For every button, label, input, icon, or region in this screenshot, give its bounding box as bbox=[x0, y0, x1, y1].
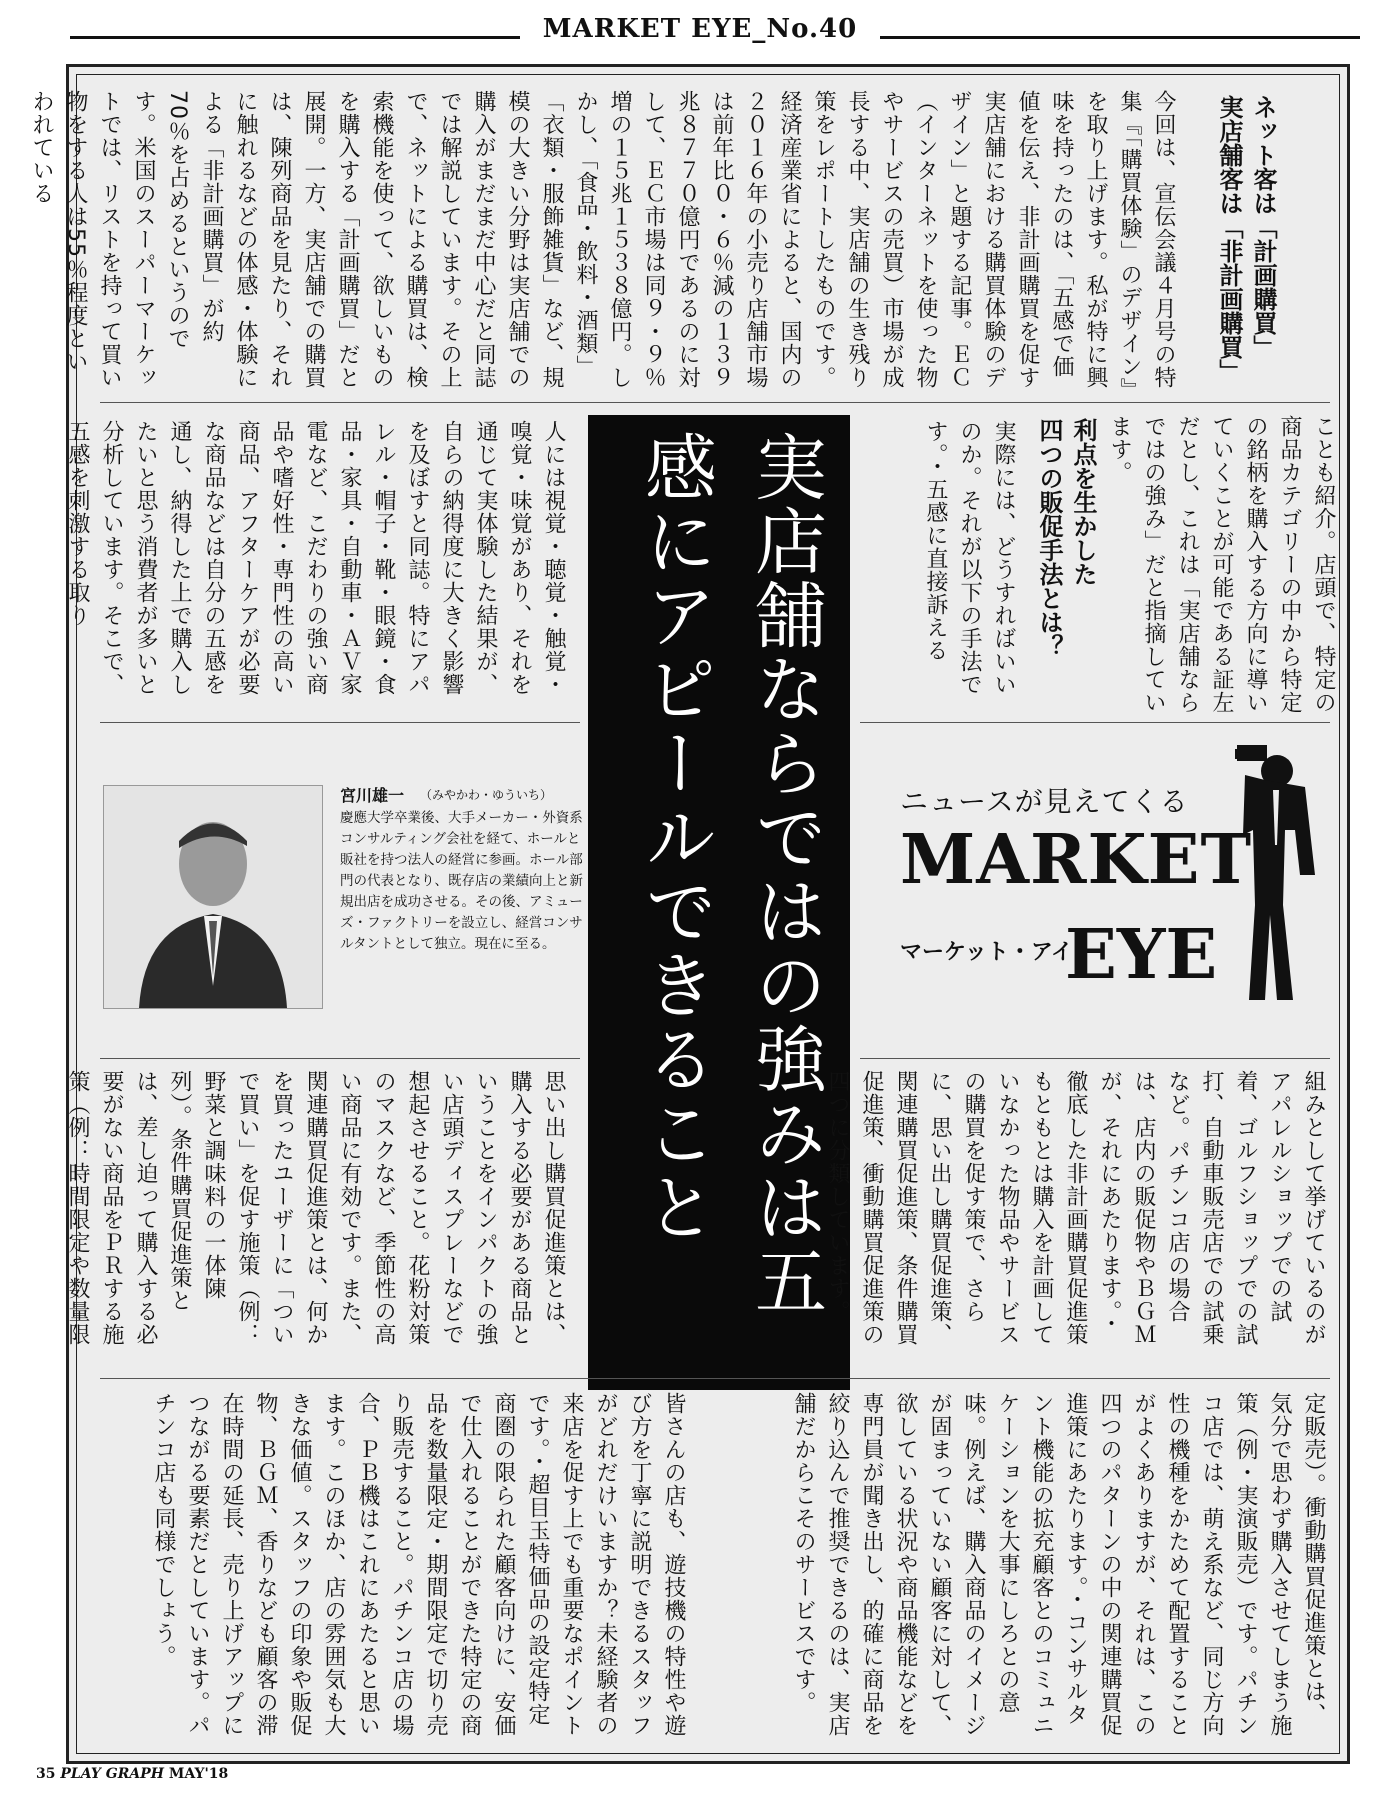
page-header-title: MARKET EYE_No.40 bbox=[542, 14, 858, 44]
section3-body-b: 思い出し購買促進策とは、購入する必要がある商品ということをインパクトの強い店頭ディスプレーなどで想起させること。花粉対策のマスクなど、季節性の高い商品に有効です。また、関連購買促進策とは、何かを買ったユーザーに「ついで買い」を促す施策（例：野菜と調味料の一体陳列）。条件購買促進策とは、差し迫って購入する必要がない商品をＰＲする施策（例：時間限定や数量限 bbox=[65, 1070, 566, 1346]
section1-headline-line2: 実店舗客は「非計画購買」 bbox=[1215, 95, 1243, 383]
section4-body-b: 皆さんの店も、遊技機の特性や遊び方を丁寧に説明できるスタッフがどれだけいますか？未経験者の来店を促す上でも重要なポイントです。・超目玉特価品の設定特定商圏の限られた顧客向けに、安価で仕入れることができた特定の商品を数量限定・期間限定で切り売り販売すること。パチンコ店の場合、ＰＢ機はこれにあたると思います。このほか、店の雰囲気も大きな価値。スタッフの印象や販促物、ＢＧＭ、香りなども顧客の滞在時間の延長、売り上げアップにつながる要素だとしています。パチンコ店も同様でしょう。 bbox=[151, 1392, 686, 1737]
section2-headline-line1: 利点を生かした bbox=[1069, 418, 1097, 586]
section1-headline-line1: ネット客は「計画購買」 bbox=[1249, 95, 1277, 359]
section2-body-a: ことも紹介。店頭で、特定の商品カテゴリーの中から特定の銘柄を購入する方向に導いていくことが可能である証左だとし、これは「実店舗ならではの強み」だと指摘しています。 bbox=[1107, 415, 1336, 714]
section4-body-a: 定販売）。衝動購買促進策とは、気分で思わず購入させてしまう施策（例・実演販売）です。パチンコ店では、萌え系など、同じ方向性の機種をかためて配置することがよくありますが、それは、この四つのパターンの中の関連購買促進策にあたります。・コンサルタント機能の拡充顧客とのコミュニケーションを大事にしろとの意味。例えば、購入商品のイメージが固まっていない顧客に対して、欲している状況や商品機能などを専門員が聞き出し、的確に商品を絞り込んで推奨できるのは、実店舗だからこそのサービスです。 bbox=[791, 1392, 1326, 1737]
rule-4 bbox=[100, 1378, 1330, 1379]
section2-headline bbox=[1030, 418, 1100, 708]
rule-3-right bbox=[860, 1058, 1330, 1059]
section2-headline-line2: 四つの販促手法とは？ bbox=[1035, 418, 1063, 658]
header-rule-right bbox=[880, 36, 1360, 39]
article-main-title: 実店舗ならではの強みは五感にアピールできること bbox=[633, 430, 827, 1318]
rule-2-left bbox=[100, 722, 580, 723]
rule-3-left bbox=[100, 1058, 580, 1059]
section1-headline bbox=[1210, 95, 1280, 395]
rule-1 bbox=[100, 402, 1330, 403]
section3-body-a: 組みとして挙げているのがアパレルショップでの試着、ゴルフショップでの試打、自動車販売店での試乗など。パチンコ店の場合は、店内の販促物やＢＧＭが、それにあたります。・徹底した非計画購買促進策もともとは購入を計画していなかった物品やサービスの購買を促す策で、さらに、思い出し購買促進策、関連購買促進策、条件購買促進策、衝動購買促進策の四つに分類しています。 bbox=[825, 1070, 1326, 1346]
author-bio: 慶應大学卒業後、大手メーカー・外資系コンサルティング会社を経て、ホールと販社を持つ法人の経営に参画。ホール部門の代表となり、既存店の業績向上と新規出店を成功させる。その後、アミューズ・ファクトリーを設立し、経営コンサルタントとして独立。現在に至る。 bbox=[340, 810, 583, 952]
header-rule-left bbox=[70, 36, 520, 39]
businessman-with-binoculars-icon bbox=[1215, 735, 1325, 1010]
page-footer bbox=[36, 1766, 228, 1782]
author-name: 宮川雄一 bbox=[340, 786, 405, 805]
logo-tagline: ニュースが見えてくる bbox=[900, 785, 1189, 818]
section2-body-c: 人には視覚・聴覚・触覚・嗅覚・味覚があり、それを通じて実体験した結果が、自らの納得度に大きく影響を及ぼすと同誌。特にアパレル・帽子・靴・眼鏡・食品・家具・自動車・ＡＶ家電など、こだわりの強い商品や嗜好性・専門性の高い商品、アフターケアが必要な商品などは自分の五感を通し、納得した上で購入したいと思う消費者が多いと分析しています。そこで、五感を刺激する取り bbox=[65, 420, 566, 696]
magazine-name: PLAY GRAPH bbox=[60, 1766, 164, 1782]
section2-body-b: 実際には、どうすればいいのか。それが以下の手法です。・五感に直接訴える bbox=[923, 420, 1016, 696]
section1-body: 今回は、宣伝会議４月号の特集『「購買体験」のデザイン』を取り上げます。私が特に興味を持ったのは、「五感で価値を伝え、非計画購買を促す 実店舗における購買体験のデザイン」と題する記事。ＥＣ（インターネットを使った物やサービスの売買）市場が成長する中、実店舗の生き残り策をレポートしたものです。経済産業省によると、国内の２０１６年の小売り店舗市場は前年比０・６％減の１３９兆８７７０億円であるのに対して、ＥＣ市場は同９・９％増の１５兆１５３８億円。しかし、「食品・飲料・酒類」「衣類・服飾雑貨」など、規模の大きい分野は実店舗での購入がまだまだ中心だと同誌では解説しています。その上で、ネットによる購買は、検索機能を使って、欲しいものを購入する「計画購買」だと展開。一方、実店舗での購買は、陳列商品を見たり、それに触れるなどの体感・体験による「非計画購買」が約70％を占めるというのです。米国のスーパーマーケットでは、リストを持って買い物をする人は55％程度といわれている bbox=[29, 90, 1176, 390]
author-portrait-icon bbox=[104, 786, 322, 1008]
page-number: 35 bbox=[36, 1766, 56, 1782]
logo-eye: EYE bbox=[1065, 915, 1218, 995]
author-photo bbox=[103, 785, 323, 1009]
logo-kana: マーケット・アイ bbox=[900, 940, 1073, 965]
author-name-reading: （みやかわ・ゆういち） bbox=[420, 788, 553, 802]
issue-date: MAY'18 bbox=[168, 1766, 229, 1782]
rule-2-right bbox=[860, 722, 1330, 723]
logo-market: MARKET bbox=[900, 820, 1253, 900]
